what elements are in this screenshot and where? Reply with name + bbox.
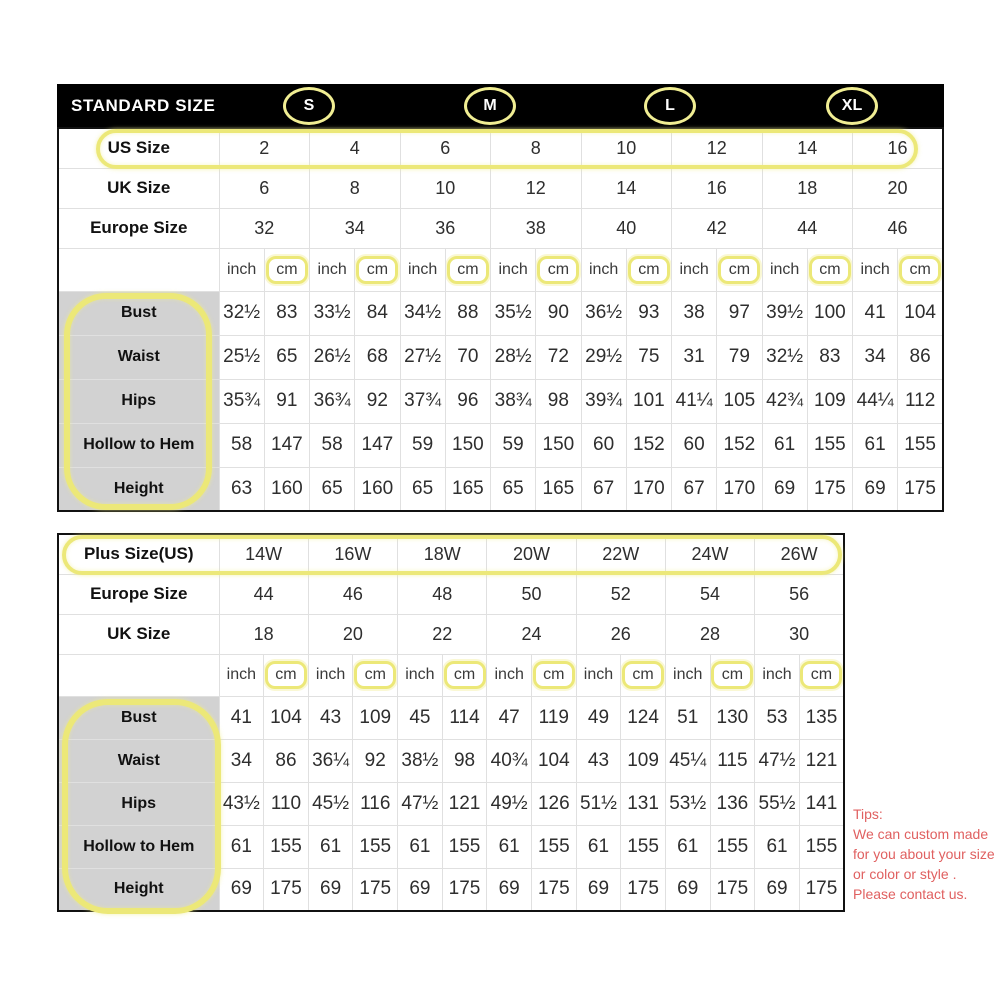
- table-cell: 34½: [400, 291, 445, 335]
- table-cell: 28: [665, 614, 754, 654]
- table-cell: 8: [491, 128, 582, 168]
- table-cell: 155: [710, 825, 755, 868]
- table-cell: 69: [853, 467, 898, 511]
- table-cell: 91: [264, 379, 309, 423]
- table-cell: 61: [308, 825, 353, 868]
- table-cell: 69: [755, 868, 800, 911]
- unit-cm-cell: [264, 654, 309, 696]
- table-cell: 60: [672, 423, 717, 467]
- table-cell: 136: [710, 782, 755, 825]
- unit-inch-cell: inch: [398, 654, 443, 696]
- unit-cm-cell: [353, 654, 398, 696]
- table-cell: 92: [353, 739, 398, 782]
- table-cell: 155: [442, 825, 487, 868]
- table-cell: 36½: [581, 291, 626, 335]
- unit-cm-cell: [807, 248, 852, 291]
- unit-row-blank-cell: [58, 654, 219, 696]
- table-cell: 126: [531, 782, 576, 825]
- table-cell: 24: [487, 614, 576, 654]
- table-cell: 69: [219, 868, 264, 911]
- table-cell: 61: [487, 825, 532, 868]
- table-cell: 48: [398, 574, 487, 614]
- table-cell: 124: [621, 696, 666, 739]
- unit-inch-cell: inch: [581, 248, 626, 291]
- row-label: US Size: [58, 128, 219, 168]
- table-cell: 59: [400, 423, 445, 467]
- cm-highlight: cm: [711, 661, 753, 689]
- row-label: Bust: [58, 696, 219, 739]
- table-cell: 38: [491, 208, 582, 248]
- table-cell: 65: [491, 467, 536, 511]
- cm-highlight: cm: [622, 661, 664, 689]
- table-cell: 20: [308, 614, 397, 654]
- size-row-plus-us: [58, 534, 844, 574]
- table-cell: 121: [799, 739, 844, 782]
- unit-cm-cell: [710, 654, 755, 696]
- tips-line-4: Please contact us.: [853, 886, 968, 902]
- table-cell: 88: [445, 291, 490, 335]
- table-cell: 45: [398, 696, 443, 739]
- table-cell: 43½: [219, 782, 264, 825]
- table-cell: 16: [672, 168, 763, 208]
- table-cell: 55½: [755, 782, 800, 825]
- table-cell: 155: [531, 825, 576, 868]
- unit-cm-cell: [626, 248, 671, 291]
- row-label: UK Size: [58, 614, 219, 654]
- table-cell: 109: [807, 379, 852, 423]
- unit-cm-cell: [717, 248, 762, 291]
- cm-highlight: cm: [718, 256, 760, 284]
- table-cell: 79: [717, 335, 762, 379]
- row-label: Hollow to Hem: [58, 423, 219, 467]
- unit-inch-cell: inch: [400, 248, 445, 291]
- table-cell: 61: [665, 825, 710, 868]
- table-cell: 93: [626, 291, 671, 335]
- size-row-europe: [58, 574, 844, 614]
- table-cell: 38¾: [491, 379, 536, 423]
- cm-highlight: cm: [809, 256, 851, 284]
- unit-inch-cell: inch: [755, 654, 800, 696]
- table-cell: 160: [355, 467, 400, 511]
- table-cell: 36¼: [308, 739, 353, 782]
- table-cell: 51½: [576, 782, 621, 825]
- table-cell: 26: [576, 614, 665, 654]
- table-cell: 32: [219, 208, 310, 248]
- table-cell: 155: [807, 423, 852, 467]
- table-cell: 26½: [310, 335, 355, 379]
- table-cell: 43: [576, 739, 621, 782]
- table-cell: 69: [308, 868, 353, 911]
- table-cell: 114: [442, 696, 487, 739]
- table-cell: 18: [219, 614, 308, 654]
- cm-highlight: cm: [800, 661, 842, 689]
- unit-cm-cell: [531, 654, 576, 696]
- measure-row-bust: [58, 696, 844, 739]
- table-cell: 109: [621, 739, 666, 782]
- table-cell: 112: [898, 379, 943, 423]
- table-cell: 58: [310, 423, 355, 467]
- table-cell: 175: [799, 868, 844, 911]
- table-cell: 86: [898, 335, 943, 379]
- table-cell: 22W: [576, 534, 665, 574]
- table-cell: 110: [264, 782, 309, 825]
- table-cell: 29½: [581, 335, 626, 379]
- row-label: Plus Size(US): [58, 534, 219, 574]
- table-cell: 42: [672, 208, 763, 248]
- row-label: UK Size: [58, 168, 219, 208]
- row-label: Waist: [58, 335, 219, 379]
- table-cell: 53½: [665, 782, 710, 825]
- table-cell: 97: [717, 291, 762, 335]
- table-cell: 46: [308, 574, 397, 614]
- table-cell: 32½: [762, 335, 807, 379]
- table-cell: 61: [853, 423, 898, 467]
- table-cell: 20W: [487, 534, 576, 574]
- table-cell: 75: [626, 335, 671, 379]
- table-cell: 33½: [310, 291, 355, 335]
- table-cell: 25½: [219, 335, 264, 379]
- table-cell: 83: [807, 335, 852, 379]
- table-cell: 56: [755, 574, 844, 614]
- table-cell: 47½: [398, 782, 443, 825]
- standard-size-title: STANDARD SIZE: [71, 95, 216, 115]
- table-cell: 69: [576, 868, 621, 911]
- table-cell: 115: [710, 739, 755, 782]
- standard-size-header-bar: [57, 84, 944, 127]
- table-cell: 175: [710, 868, 755, 911]
- row-label: Waist: [58, 739, 219, 782]
- size-badge-l: L: [644, 87, 696, 125]
- table-cell: 52: [576, 574, 665, 614]
- unit-row: [58, 654, 844, 696]
- size-badge-xl: XL: [826, 87, 878, 125]
- table-cell: 155: [264, 825, 309, 868]
- table-cell: 24W: [665, 534, 754, 574]
- table-cell: 160: [264, 467, 309, 511]
- unit-inch-cell: inch: [853, 248, 898, 291]
- table-cell: 61: [755, 825, 800, 868]
- table-cell: 65: [400, 467, 445, 511]
- table-cell: 2: [219, 128, 310, 168]
- table-cell: 61: [219, 825, 264, 868]
- tips-note: [853, 804, 995, 904]
- table-cell: 14W: [219, 534, 308, 574]
- table-cell: 41: [219, 696, 264, 739]
- table-cell: 58: [219, 423, 264, 467]
- measure-row-hips: [58, 379, 943, 423]
- unit-cm-cell: [621, 654, 666, 696]
- unit-cm-cell: [442, 654, 487, 696]
- table-cell: 170: [717, 467, 762, 511]
- table-cell: 43: [308, 696, 353, 739]
- unit-cm-cell: [799, 654, 844, 696]
- table-cell: 6: [219, 168, 310, 208]
- table-cell: 22: [398, 614, 487, 654]
- table-cell: 155: [353, 825, 398, 868]
- table-cell: 104: [898, 291, 943, 335]
- table-cell: 175: [531, 868, 576, 911]
- table-cell: 109: [353, 696, 398, 739]
- table-cell: 69: [762, 467, 807, 511]
- table-cell: 100: [807, 291, 852, 335]
- table-cell: 69: [665, 868, 710, 911]
- table-cell: 8: [310, 168, 401, 208]
- table-cell: 135: [799, 696, 844, 739]
- table-cell: 61: [576, 825, 621, 868]
- table-cell: 150: [536, 423, 581, 467]
- table-cell: 49: [576, 696, 621, 739]
- table-cell: 175: [264, 868, 309, 911]
- table-cell: 51: [665, 696, 710, 739]
- table-cell: 49½: [487, 782, 532, 825]
- table-cell: 16W: [308, 534, 397, 574]
- measure-row-hollow: [58, 825, 844, 868]
- unit-inch-cell: inch: [762, 248, 807, 291]
- table-cell: 116: [353, 782, 398, 825]
- tips-line-3: or color or style .: [853, 866, 957, 882]
- table-cell: 54: [665, 574, 754, 614]
- plus-size-table-section: [57, 533, 845, 912]
- table-cell: 39½: [762, 291, 807, 335]
- row-label: Europe Size: [58, 208, 219, 248]
- unit-inch-cell: inch: [665, 654, 710, 696]
- unit-inch-cell: inch: [308, 654, 353, 696]
- measure-row-waist: [58, 335, 943, 379]
- unit-inch-cell: inch: [219, 654, 264, 696]
- table-cell: 67: [672, 467, 717, 511]
- table-cell: 61: [762, 423, 807, 467]
- standard-size-table: [57, 127, 944, 512]
- table-cell: 84: [355, 291, 400, 335]
- row-label: Height: [58, 467, 219, 511]
- table-cell: 14: [581, 168, 672, 208]
- measure-row-height: [58, 868, 844, 911]
- table-cell: 34: [853, 335, 898, 379]
- size-row-europe: [58, 208, 943, 248]
- table-cell: 35½: [491, 291, 536, 335]
- table-cell: 92: [355, 379, 400, 423]
- standard-size-table-section: [57, 84, 944, 512]
- table-cell: 65: [310, 467, 355, 511]
- tips-line-1: We can custom made: [853, 826, 989, 842]
- cm-highlight: cm: [444, 661, 486, 689]
- table-cell: 67: [581, 467, 626, 511]
- cm-highlight: cm: [266, 256, 308, 284]
- table-cell: 59: [491, 423, 536, 467]
- table-cell: 175: [621, 868, 666, 911]
- table-cell: 12: [491, 168, 582, 208]
- cm-highlight: cm: [537, 256, 579, 284]
- size-row-us: [58, 128, 943, 168]
- table-cell: 10: [400, 168, 491, 208]
- unit-cm-cell: [898, 248, 943, 291]
- table-cell: 104: [264, 696, 309, 739]
- plus-size-table: [57, 533, 845, 912]
- unit-cm-cell: [536, 248, 581, 291]
- unit-inch-cell: inch: [491, 248, 536, 291]
- table-cell: 44: [762, 208, 853, 248]
- cm-highlight: cm: [265, 661, 307, 689]
- table-cell: 18: [762, 168, 853, 208]
- unit-inch-cell: inch: [310, 248, 355, 291]
- table-cell: 155: [621, 825, 666, 868]
- table-cell: 32½: [219, 291, 264, 335]
- table-cell: 175: [353, 868, 398, 911]
- table-cell: 121: [442, 782, 487, 825]
- table-cell: 35¾: [219, 379, 264, 423]
- table-cell: 61: [398, 825, 443, 868]
- table-cell: 155: [898, 423, 943, 467]
- cm-highlight: cm: [899, 256, 941, 284]
- unit-cm-cell: [355, 248, 400, 291]
- table-cell: 41: [853, 291, 898, 335]
- table-cell: 50: [487, 574, 576, 614]
- unit-inch-cell: inch: [487, 654, 532, 696]
- table-cell: 130: [710, 696, 755, 739]
- table-cell: 20: [853, 168, 944, 208]
- table-cell: 69: [487, 868, 532, 911]
- row-label: Height: [58, 868, 219, 911]
- table-cell: 175: [898, 467, 943, 511]
- table-cell: 46: [853, 208, 944, 248]
- table-cell: 131: [621, 782, 666, 825]
- table-cell: 90: [536, 291, 581, 335]
- table-cell: 152: [626, 423, 671, 467]
- table-cell: 36: [400, 208, 491, 248]
- table-cell: 98: [536, 379, 581, 423]
- unit-inch-cell: inch: [672, 248, 717, 291]
- table-cell: 45¼: [665, 739, 710, 782]
- row-label: Hips: [58, 379, 219, 423]
- table-cell: 147: [264, 423, 309, 467]
- size-badge-m: M: [464, 87, 516, 125]
- row-label: Hips: [58, 782, 219, 825]
- table-cell: 14: [762, 128, 853, 168]
- table-cell: 16: [853, 128, 944, 168]
- table-cell: 105: [717, 379, 762, 423]
- table-cell: 10: [581, 128, 672, 168]
- table-cell: 44: [219, 574, 308, 614]
- unit-cm-cell: [264, 248, 309, 291]
- table-cell: 37¾: [400, 379, 445, 423]
- table-cell: 60: [581, 423, 626, 467]
- table-cell: 165: [445, 467, 490, 511]
- row-label: Bust: [58, 291, 219, 335]
- table-cell: 72: [536, 335, 581, 379]
- table-cell: 141: [799, 782, 844, 825]
- table-cell: 63: [219, 467, 264, 511]
- table-cell: 4: [310, 128, 401, 168]
- row-label: Hollow to Hem: [58, 825, 219, 868]
- table-cell: 47: [487, 696, 532, 739]
- table-cell: 34: [219, 739, 264, 782]
- table-cell: 27½: [400, 335, 445, 379]
- table-cell: 18W: [398, 534, 487, 574]
- cm-highlight: cm: [356, 256, 398, 284]
- table-cell: 42¾: [762, 379, 807, 423]
- cm-highlight: cm: [447, 256, 489, 284]
- table-cell: 40: [581, 208, 672, 248]
- table-cell: 41¼: [672, 379, 717, 423]
- table-cell: 26W: [755, 534, 844, 574]
- table-cell: 150: [445, 423, 490, 467]
- table-cell: 44¼: [853, 379, 898, 423]
- unit-inch-cell: inch: [576, 654, 621, 696]
- table-cell: 47½: [755, 739, 800, 782]
- measure-row-waist: [58, 739, 844, 782]
- unit-row: [58, 248, 943, 291]
- size-row-uk: [58, 168, 943, 208]
- table-cell: 65: [264, 335, 309, 379]
- table-cell: 68: [355, 335, 400, 379]
- table-cell: 96: [445, 379, 490, 423]
- cm-highlight: cm: [533, 661, 575, 689]
- table-cell: 165: [536, 467, 581, 511]
- measure-row-hips: [58, 782, 844, 825]
- table-cell: 12: [672, 128, 763, 168]
- measure-row-hollow: [58, 423, 943, 467]
- table-cell: 40¾: [487, 739, 532, 782]
- table-cell: 70: [445, 335, 490, 379]
- table-cell: 104: [531, 739, 576, 782]
- table-cell: 30: [755, 614, 844, 654]
- size-row-uk: [58, 614, 844, 654]
- table-cell: 101: [626, 379, 671, 423]
- table-cell: 31: [672, 335, 717, 379]
- unit-inch-cell: inch: [219, 248, 264, 291]
- measure-row-height: [58, 467, 943, 511]
- table-cell: 119: [531, 696, 576, 739]
- table-cell: 69: [398, 868, 443, 911]
- measure-row-bust: [58, 291, 943, 335]
- tips-title: Tips:: [853, 806, 883, 822]
- table-cell: 53: [755, 696, 800, 739]
- table-cell: 38: [672, 291, 717, 335]
- table-cell: 175: [807, 467, 852, 511]
- table-cell: 147: [355, 423, 400, 467]
- table-cell: 34: [310, 208, 401, 248]
- table-cell: 175: [442, 868, 487, 911]
- table-cell: 155: [799, 825, 844, 868]
- table-cell: 6: [400, 128, 491, 168]
- table-cell: 45½: [308, 782, 353, 825]
- tips-line-2: for you about your size: [853, 846, 995, 862]
- table-cell: 170: [626, 467, 671, 511]
- cm-highlight: cm: [354, 661, 396, 689]
- size-badge-s: S: [283, 87, 335, 125]
- table-cell: 152: [717, 423, 762, 467]
- table-cell: 98: [442, 739, 487, 782]
- table-cell: 86: [264, 739, 309, 782]
- table-cell: 39¾: [581, 379, 626, 423]
- cm-highlight: cm: [628, 256, 670, 284]
- table-cell: 36¾: [310, 379, 355, 423]
- table-cell: 28½: [491, 335, 536, 379]
- unit-row-blank-cell: [58, 248, 219, 291]
- table-cell: 83: [264, 291, 309, 335]
- unit-cm-cell: [445, 248, 490, 291]
- table-cell: 38½: [398, 739, 443, 782]
- row-label: Europe Size: [58, 574, 219, 614]
